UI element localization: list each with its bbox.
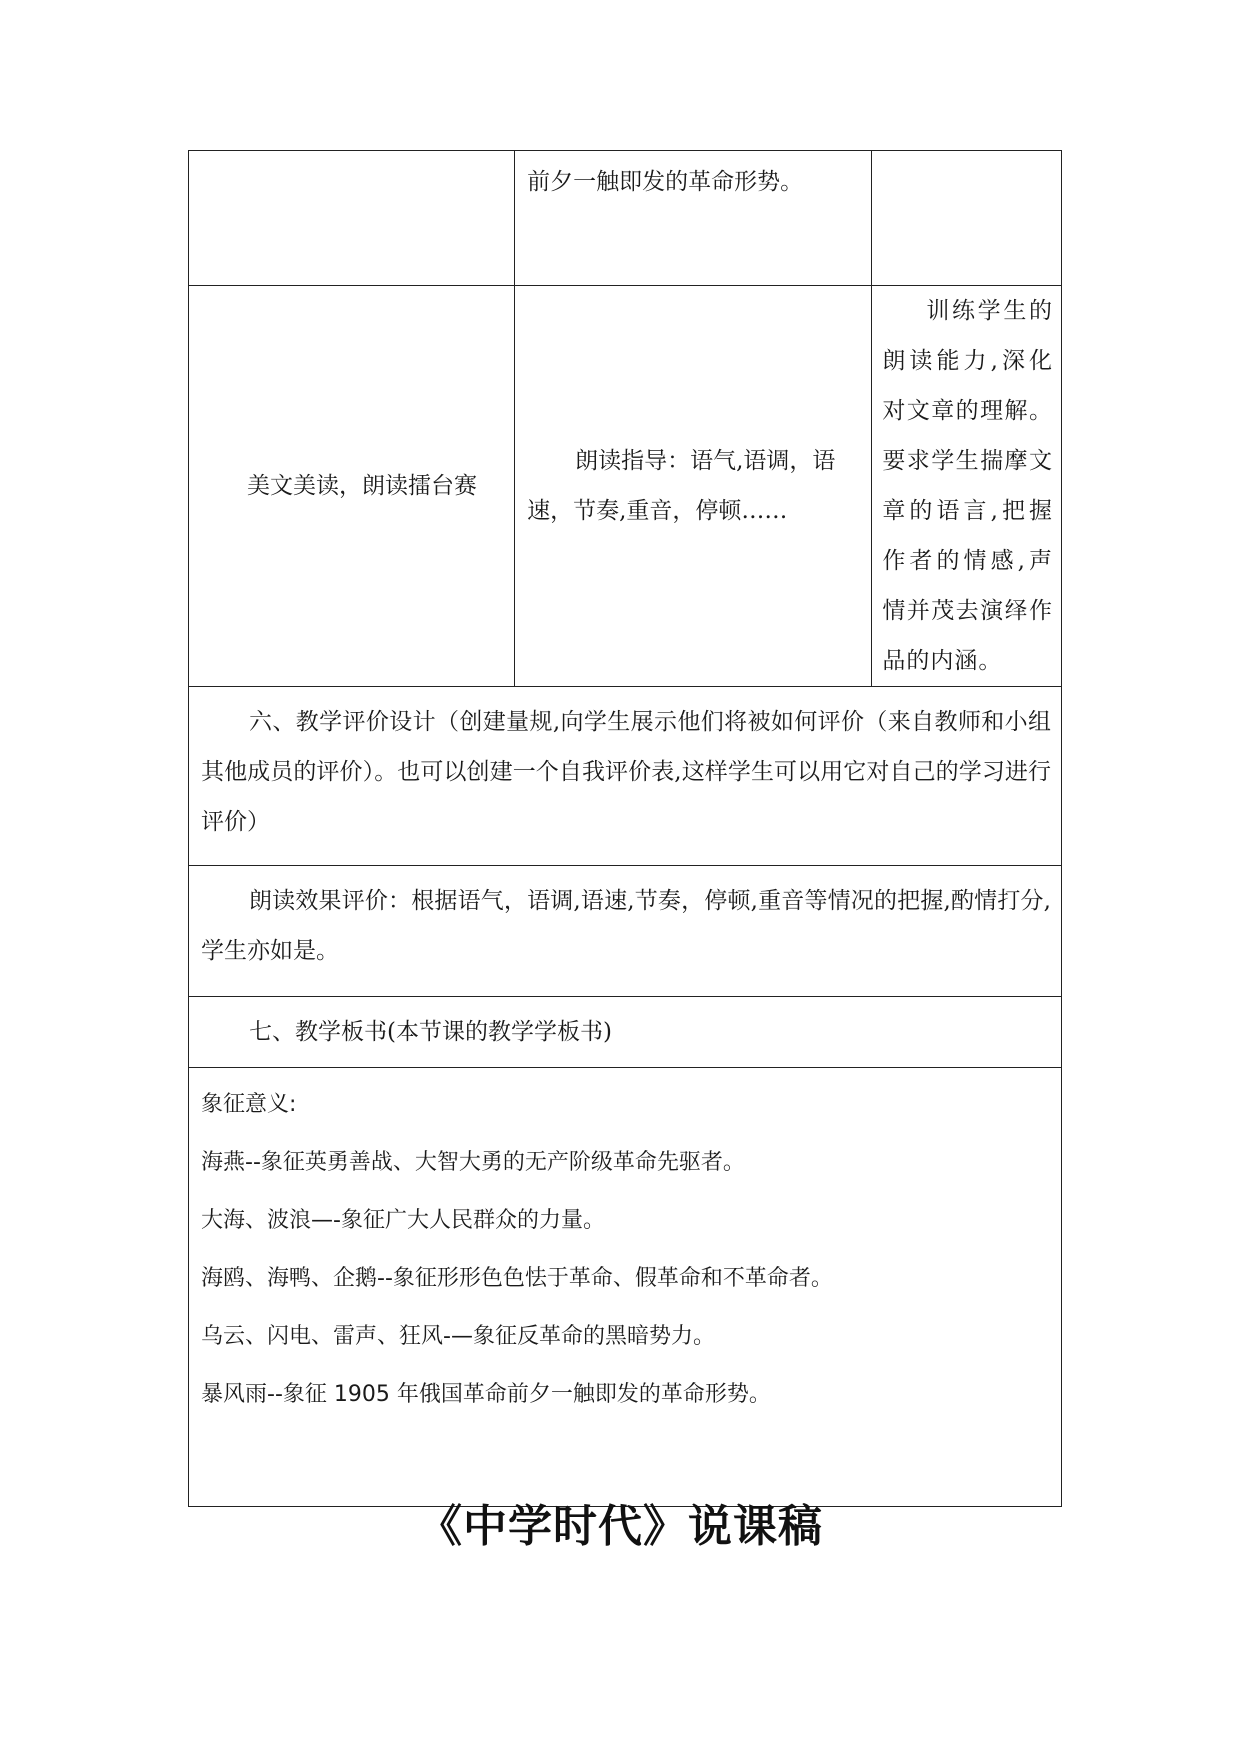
- lesson-plan-table: [188, 150, 1062, 1507]
- board-line: 暴风雨--象征 1905 年俄国革命前夕一触即发的革命形势。: [201, 1382, 771, 1407]
- board-line: 乌云、闪电、雷声、狂风-—象征反革命的黑暗势力。: [201, 1324, 715, 1349]
- reading-evaluation-text: 朗读效果评价：根据语气，语调,语速,节奏，停顿,重音等情况的把握,酌情打分,学生亦如是。: [189, 866, 1062, 997]
- document-title: 《中学时代》说课稿: [418, 1501, 823, 1552]
- board-line: 大海、波浪—-象征广大人民群众的力量。: [201, 1208, 605, 1233]
- board-title: 象征意义:: [201, 1092, 297, 1117]
- table-row: [189, 286, 1062, 687]
- blackboard-heading: [189, 997, 1062, 1068]
- activity-content-cell: 朗读指导：语气,语调，语速，节奏,重音，停顿……: [515, 286, 872, 687]
- table-cell-content: 前夕一触即发的革命形势。: [515, 151, 872, 286]
- evaluation-design-heading: 六、教学评价设计（创建量规,向学生展示他们将被如何评价（来自教师和小组其他成员的评价）。也可以创建一个自我评价表,这样学生可以用它对自己的学习进行评价）: [189, 687, 1062, 866]
- table-cell-empty: [872, 151, 1062, 286]
- board-line: 海燕--象征英勇善战、大智大勇的无产阶级革命先驱者。: [201, 1150, 745, 1175]
- board-line: 海鸥、海鸭、企鹅--象征形形色色怯于革命、假革命和不革命者。: [201, 1266, 833, 1291]
- table-row: [189, 1068, 1062, 1507]
- table-row: [189, 997, 1062, 1068]
- blackboard-content: [189, 1068, 1062, 1507]
- table-cell-empty: [189, 151, 515, 286]
- activity-purpose-cell: 训练学生的朗读能力,深化对文章的理解。要求学生揣摩文章的语言,把握作者的情感,声情并茂去演绎作品的内涵。: [872, 286, 1062, 687]
- table-row: [189, 151, 1062, 286]
- activity-name-cell: 美文美读，朗读擂台赛: [189, 286, 515, 687]
- table-row: [189, 866, 1062, 997]
- blackboard-heading-text: 七、教学板书(本节课的教学学板书): [249, 1019, 612, 1045]
- table-row: [189, 687, 1062, 866]
